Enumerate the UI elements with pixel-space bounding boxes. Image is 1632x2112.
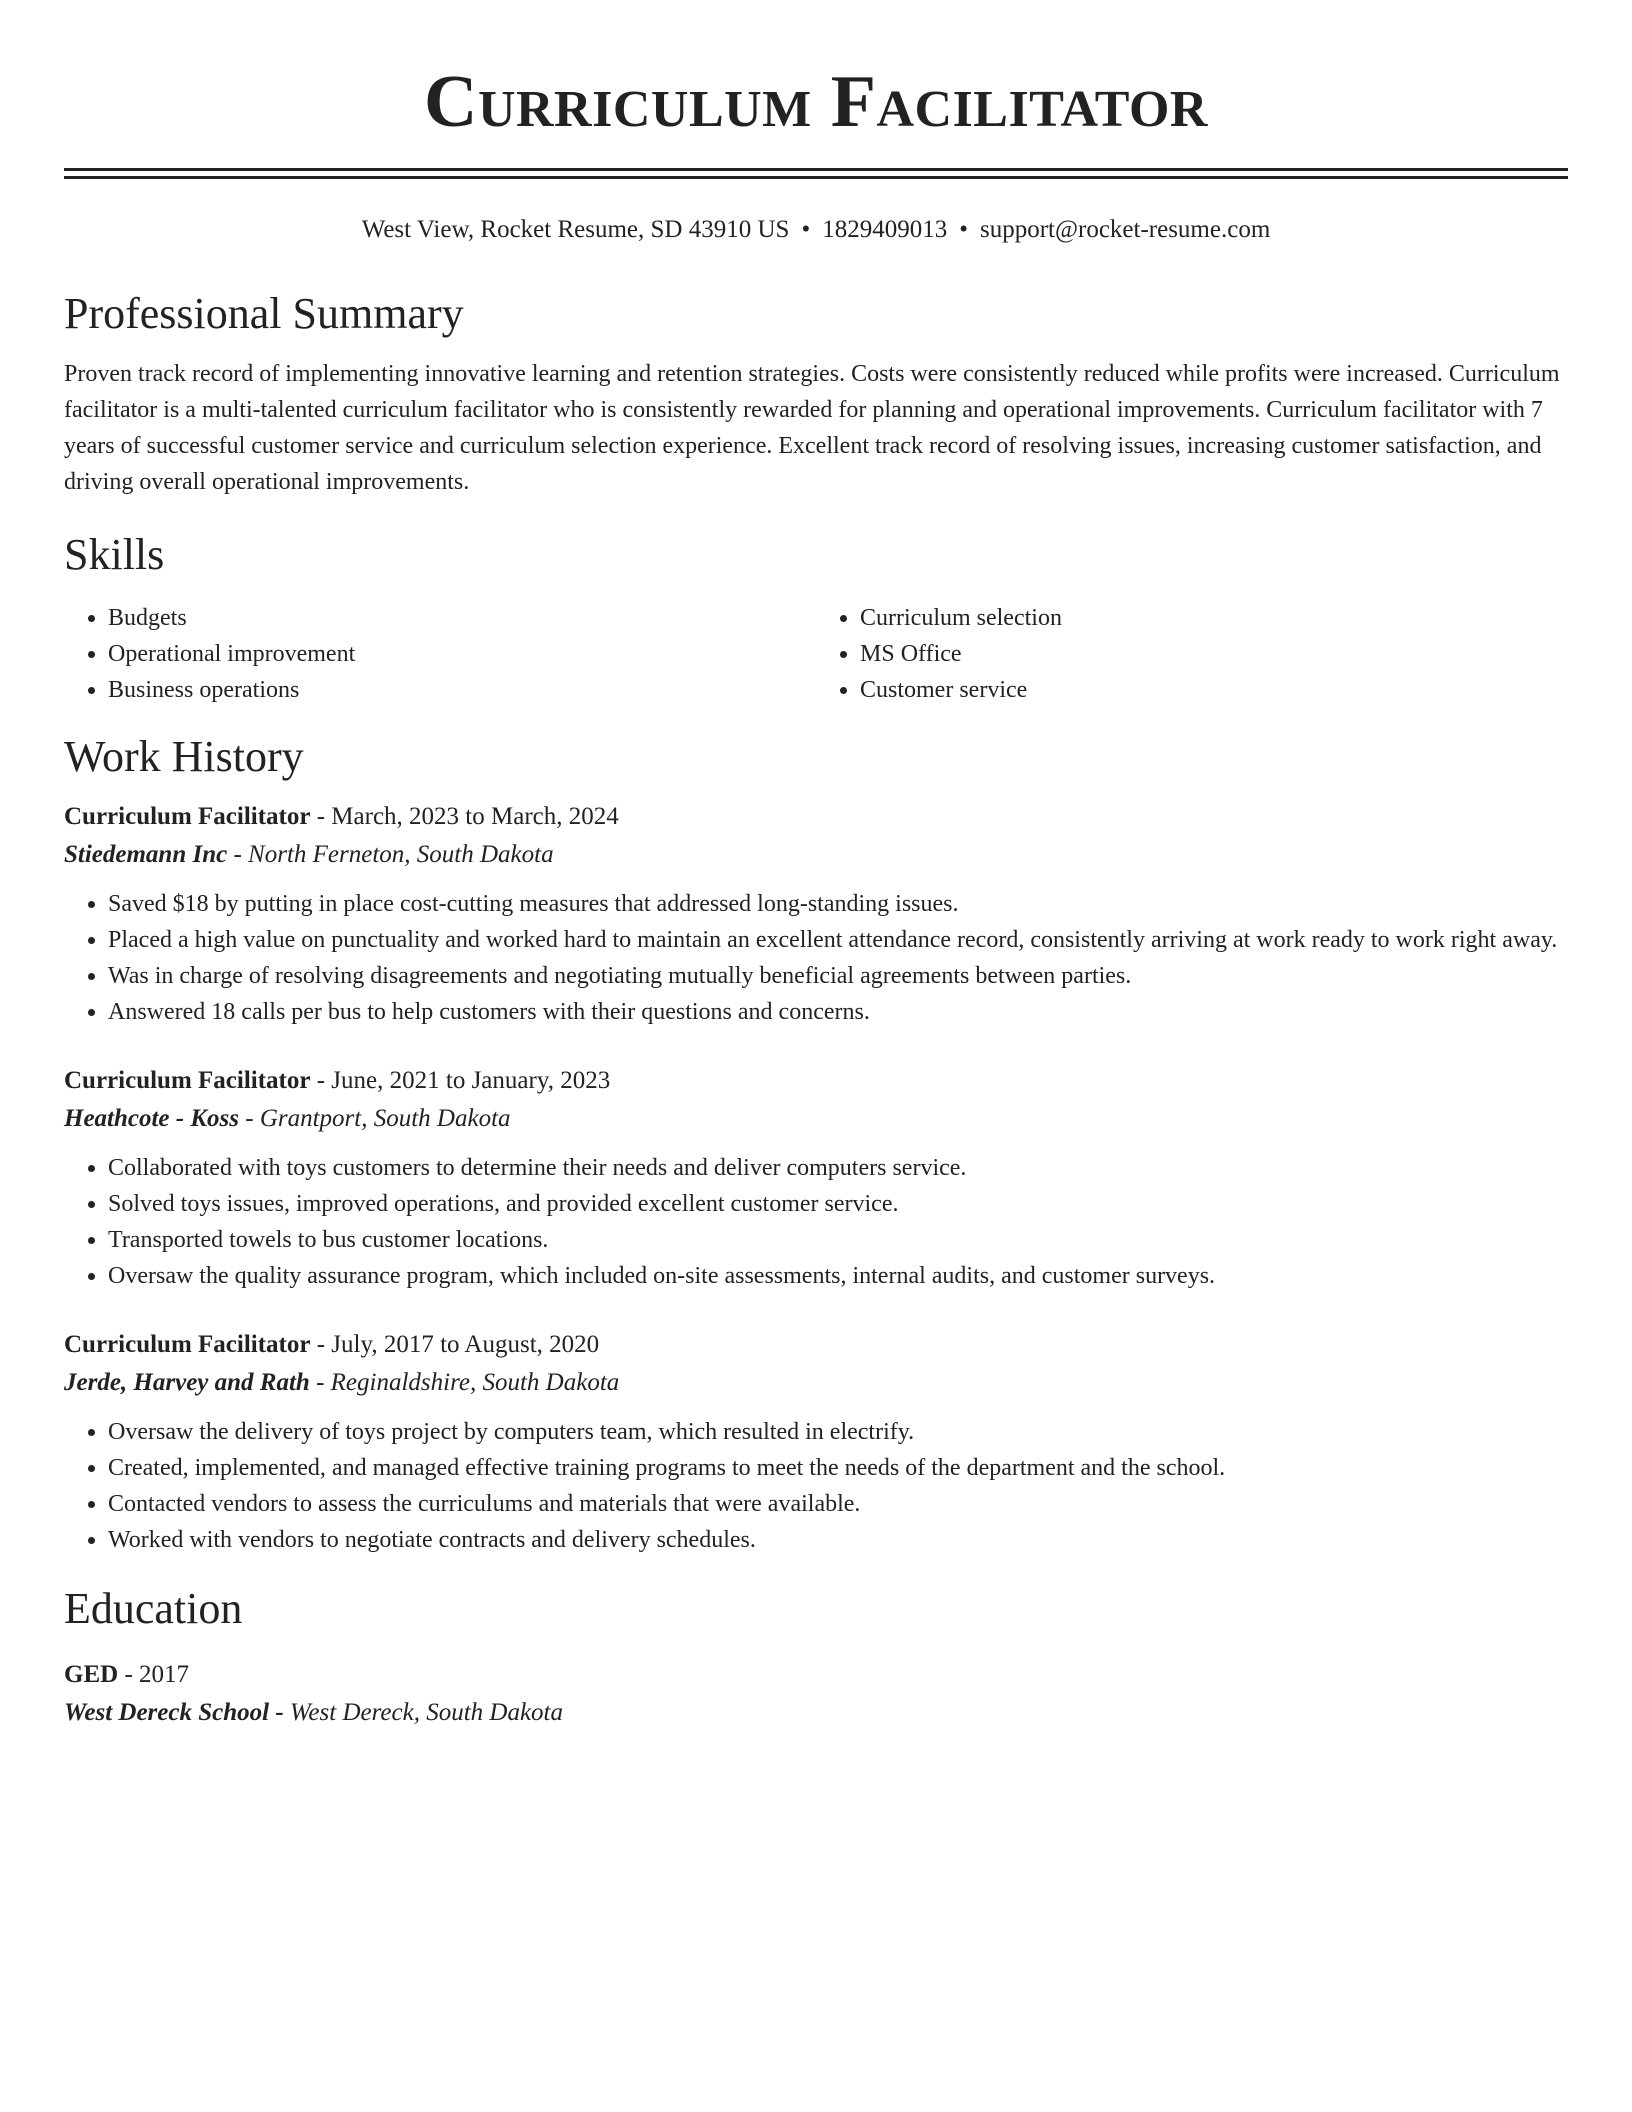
skill-item: • MS Office [860, 636, 1568, 672]
section-title-education: Education [64, 1584, 243, 1633]
job-location: - Reginaldshire, South Dakota [309, 1369, 620, 1396]
job-heading [64, 1326, 1568, 1364]
contact-address: West View, Rocket Resume, SD 43910 US [361, 216, 790, 243]
job-dates: - July, 2017 to August, 2020 [310, 1331, 600, 1358]
header-divider [64, 168, 1568, 179]
job-bullet: • Placed a high value on punctuality and worked hard to maintain an excellent attendance record, consistently arriving at work ready to work right away. [108, 922, 1568, 958]
job-entry [64, 798, 1568, 1030]
contact-separator: • [959, 216, 968, 243]
job-dates: - June, 2021 to January, 2023 [310, 1067, 611, 1094]
education-separator: - [269, 1699, 290, 1726]
job-company: Jerde, Harvey and Rath [64, 1369, 310, 1396]
job-bullet: • Worked with vendors to negotiate contracts and delivery schedules. [108, 1522, 1568, 1558]
job-bullet: • Was in charge of resolving disagreements and negotiating mutually beneficial agreements between parties. [108, 958, 1568, 994]
resume-name: Curriculum Facilitator [424, 61, 1208, 143]
job-company: Stiedemann Inc [64, 841, 228, 868]
skills-list [64, 600, 1568, 708]
job-bullets [64, 1150, 1568, 1294]
job-bullet: • Contacted vendors to assess the curriculums and materials that were available. [108, 1486, 1568, 1522]
contact-line [64, 213, 1568, 247]
education-degree: GED [64, 1661, 119, 1688]
job-title: Curriculum Facilitator [64, 1331, 311, 1358]
education-location: West Dereck, South Dakota [289, 1699, 563, 1726]
job-heading [64, 1062, 1568, 1100]
job-location: - Grantport, South Dakota [239, 1105, 511, 1132]
job-company-line [64, 836, 1568, 874]
skills-column-left [64, 600, 816, 708]
skill-item: • Customer service [860, 672, 1568, 708]
job-bullet: • Created, implemented, and managed effective training programs to meet the needs of the department and the school. [108, 1450, 1568, 1486]
job-title: Curriculum Facilitator [64, 1067, 311, 1094]
job-entry [64, 1326, 1568, 1558]
section-title-summary: Professional Summary [64, 289, 464, 338]
section-title-skills: Skills [64, 530, 165, 579]
skill-item: • Business operations [108, 672, 816, 708]
job-location: - North Ferneton, South Dakota [227, 841, 554, 868]
contact-phone: 1829409013 [822, 216, 948, 243]
job-entry [64, 1062, 1568, 1294]
skill-item: • Curriculum selection [860, 600, 1568, 636]
job-bullet: • Oversaw the delivery of toys project by computers team, which resulted in electrify. [108, 1414, 1568, 1450]
job-title: Curriculum Facilitator [64, 803, 311, 830]
education-entry [64, 1656, 1568, 1732]
education-school: West Dereck School [64, 1699, 270, 1726]
section-title-work-history: Work History [64, 732, 304, 781]
job-bullet: • Solved toys issues, improved operations, and provided excellent customer service. [108, 1186, 1568, 1222]
job-company-line [64, 1364, 1568, 1402]
job-bullet: • Saved $18 by putting in place cost-cutting measures that addressed long-standing issues. [108, 886, 1568, 922]
skill-item: • Budgets [108, 600, 816, 636]
job-dates: - March, 2023 to March, 2024 [310, 803, 619, 830]
job-bullet: • Answered 18 calls per bus to help customers with their questions and concerns. [108, 994, 1568, 1030]
job-bullet: • Transported towels to bus customer locations. [108, 1222, 1568, 1258]
education-year: - 2017 [118, 1661, 190, 1688]
job-bullets [64, 886, 1568, 1030]
education-school-line [64, 1694, 1568, 1732]
job-bullet: • Collaborated with toys customers to determine their needs and deliver computers service. [108, 1150, 1568, 1186]
contact-email: support@rocket-resume.com [979, 216, 1271, 243]
contact-separator: • [801, 216, 811, 243]
summary-text: Proven track record of implementing innovative learning and retention strategies. Costs were consistently reduced while profits were increased. Curriculum facilitator is a multi-talented curriculum facilitator who is consistently rewarded for planning and operational improvements. Curriculum facilitator with 7 years of successful customer service and curriculum selection experience. Excellent track record of resolving issues, increasing customer satisfaction, and driving overall operational improvements. [64, 361, 1560, 495]
job-company-line [64, 1100, 1568, 1138]
job-bullet: • Oversaw the quality assurance program, which included on-site assessments, internal audits, and customer surveys. [108, 1258, 1568, 1294]
job-company: Heathcote - Koss [64, 1105, 239, 1132]
education-heading [64, 1656, 1568, 1694]
skill-item: • Operational improvement [108, 636, 816, 672]
job-heading [64, 798, 1568, 836]
skills-column-right [816, 600, 1568, 708]
job-bullets [64, 1414, 1568, 1558]
